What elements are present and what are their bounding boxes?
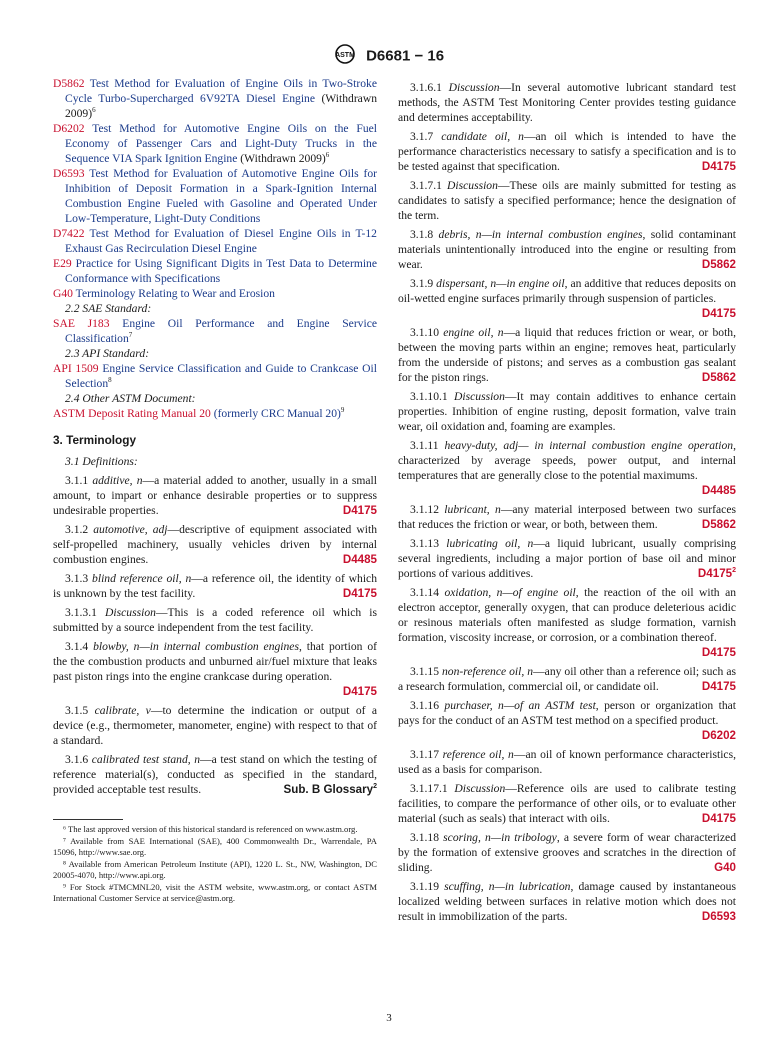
term-name: calibrated test stand, n — [91, 753, 201, 766]
term-text: , that portion of the the combustion products and unburned air/fuel mixture that leaks past piston rings into the engine crankcase during operation. — [53, 640, 377, 683]
reference-item — [53, 286, 377, 301]
source-reference[interactable]: D4175 — [701, 307, 736, 320]
term-text: , solid contaminant materials unintentionally introduced into the engine or resulting from wear. — [398, 228, 736, 271]
term-name: blind reference oil, n — [92, 572, 192, 585]
term-definition — [53, 571, 377, 601]
term-number: 3.1.9 — [410, 277, 434, 290]
term-definition — [398, 781, 736, 826]
term-number: 3.1.19 — [410, 880, 439, 893]
term-name: lubricant, n — [444, 503, 501, 516]
term-definition — [398, 227, 736, 272]
sae-reference — [53, 316, 377, 346]
term-name: blowby, n—in internal combustion engines — [93, 640, 299, 653]
term-text: , the reaction of the oil with an electron acceptor, generally oxygen, that can produce deleterious acidic or resinous materials often manifested as sludge formation, varnish formation, viscosity increase, or corrosion, or a combination thereof. — [398, 586, 737, 644]
term-text: —a material added to another, usually in a small amount, to impart or enhance desirable properties or to suppress undesirable properties. — [53, 474, 377, 517]
footnote-divider — [53, 819, 123, 820]
term-number: 3.1.17.1 — [410, 782, 448, 795]
term-number: 3.1.10 — [410, 326, 439, 339]
reference-title-link[interactable]: Test Method for Evaluation of Diesel Engine Oils in T-12 Exhaust Gas Recirculation Diesel Engine — [65, 227, 377, 255]
term-name: non-reference oil, n — [441, 665, 534, 678]
term-definition — [398, 129, 736, 174]
term-text: , characterized by average speeds, power output, and internal temperatures that are generally close to the potential maximums. — [398, 439, 736, 482]
definitions-heading: 3.1 Definitions: — [65, 455, 138, 468]
term-definition — [398, 664, 736, 694]
api-code-link[interactable]: API 1509 — [53, 362, 99, 375]
sae-title-link[interactable]: Engine Oil Performance and Engine Service Classification — [65, 317, 377, 345]
term-definition — [53, 473, 377, 518]
term-definition — [398, 438, 736, 498]
footnote-mark: 6 — [325, 151, 330, 160]
source-reference[interactable]: D5862 — [701, 371, 736, 384]
source-reference[interactable]: D4175 — [701, 646, 736, 659]
reference-title-link[interactable]: Practice for Using Significant Digits in Test Data to Determine Conformance with Specifications — [65, 257, 377, 285]
reference-code-link[interactable]: D7422 — [53, 227, 85, 240]
term-number: 3.1.3 — [65, 572, 89, 585]
footnotes — [53, 824, 377, 904]
term-definition — [53, 522, 377, 567]
term-name: Discussion — [454, 390, 505, 403]
term-number: 3.1.5 — [65, 704, 89, 717]
astm-logo-icon — [334, 44, 356, 68]
term-text: —descriptive of equipment associated with self-propelled machinery, usually vehicles driven by internal combustion engines. — [53, 523, 377, 566]
term-definition — [398, 747, 736, 777]
term-name: oxidation, n—of engine oil — [444, 586, 576, 599]
term-name: candidate oil, n — [441, 130, 524, 143]
source-reference[interactable]: D5862 — [701, 258, 736, 271]
term-number: 3.1.15 — [410, 665, 439, 678]
reference-code-link[interactable]: D5862 — [53, 77, 85, 90]
term-number: 3.1.18 — [410, 831, 439, 844]
term-name: debris, n—in internal combustion engines — [438, 228, 643, 241]
astm-doc-reference — [53, 406, 377, 421]
svg-text:ASTM: ASTM — [335, 52, 355, 59]
reference-code-link[interactable]: D6202 — [53, 122, 85, 135]
term-name: lubricating oil, n — [446, 537, 534, 550]
term-text: —an oil of known performance characteristics, used as a basis for comparison. — [398, 748, 736, 776]
left-column — [53, 76, 377, 905]
term-text: —a test stand on which the testing of reference material(s), conducted as specified in the standard, provided acceptable test results. — [53, 753, 377, 796]
term-definition — [398, 276, 736, 321]
term-text: —a liquid that reduces friction or wear, or both, between the moving parts within an engine; removes heat, particularly from the underside of pistons; and serves as a combustion gas sealant for the piston rings. — [398, 326, 736, 384]
term-number: 3.1.6 — [65, 753, 89, 766]
term-definition — [398, 698, 736, 743]
reference-title-link[interactable]: Test Method for Evaluation of Engine Oils in Two-Stroke Cycle Turbo-Supercharged 6V92TA Diesel Engine — [65, 77, 377, 105]
footnote: ⁸ Available from American Petroleum Institute (API), 1220 L. St., NW, Washington, DC 20005-4070, http://www.api.org. — [53, 859, 377, 880]
footnote: ⁹ For Stock #TMCMNL20, visit the ASTM website, www.astm.org, or contact ASTM International Customer Service at service@astm.org. — [53, 882, 377, 903]
reference-code-link[interactable]: G40 — [53, 287, 73, 300]
astm-doc-title-link[interactable]: (formerly CRC Manual 20) — [213, 407, 341, 420]
term-number: 3.1.10.1 — [410, 390, 448, 403]
source-reference[interactable]: D4485 — [342, 553, 377, 566]
term-definition — [398, 536, 736, 581]
source-reference[interactable]: D4175 — [342, 504, 377, 517]
source-reference[interactable]: D4175 — [342, 587, 377, 600]
reference-title-link[interactable]: Terminology Relating to Wear and Erosion — [75, 287, 275, 300]
term-definition — [398, 879, 736, 924]
footnote-mark: 2 — [732, 567, 736, 575]
term-number: 3.1.12 — [410, 503, 439, 516]
term-name: Discussion — [448, 81, 500, 94]
source-reference[interactable]: D6202 — [701, 729, 736, 742]
term-definition — [398, 389, 736, 434]
term-number: 3.1.17 — [410, 748, 439, 761]
term-text: —a liquid lubricant, usually comprising several ingredients, including a major portion of base oil and minor portions of various additives. — [398, 537, 736, 580]
api-reference — [53, 361, 377, 391]
terms-right — [398, 80, 736, 924]
term-number: 3.1.4 — [65, 640, 89, 653]
term-number: 3.1.8 — [410, 228, 434, 241]
term-name: engine oil, n — [443, 326, 504, 339]
terms-left — [53, 473, 377, 797]
term-number: 3.1.11 — [410, 439, 439, 452]
term-text: —to determine the indication or output of a device (e.g., thermometer, manometer, engine) with respect to that of a standard. — [53, 704, 377, 747]
source-reference[interactable]: D5862 — [701, 518, 736, 531]
term-text: —a reference oil, the identity of which is unknown by the test facility. — [53, 572, 377, 600]
term-number: 3.1.3.1 — [65, 606, 97, 619]
reference-item — [53, 76, 377, 121]
page-header — [0, 44, 778, 68]
term-number: 3.1.7 — [410, 130, 434, 143]
source-reference[interactable]: D4175 — [701, 812, 736, 825]
term-number: 3.1.13 — [410, 537, 439, 550]
term-text: —In several automotive lubricant standard test methods, the ASTM Test Monitoring Center provides testing guidance and determines acceptability. — [398, 81, 736, 124]
term-number: 3.1.2 — [65, 523, 89, 536]
term-name: automotive, adj — [93, 523, 168, 536]
api-title-link[interactable]: Engine Service Classification and Guide to Crankcase Oil Selection — [65, 362, 377, 390]
term-definition — [53, 703, 377, 748]
footnote-mark: 2 — [373, 783, 377, 791]
footnote: ⁷ Available from SAE International (SAE), 400 Commonwealth Dr., Warrendale, PA 15096, http://www.sae.org. — [53, 836, 377, 857]
reference-item — [53, 166, 377, 226]
reference-title-link[interactable]: Test Method for Automotive Engine Oils on the Fuel Economy of Passenger Cars and Light-Duty Trucks in the Sequence VIA Spark Ignition Engine — [65, 122, 377, 165]
term-definition — [398, 80, 736, 125]
term-number: 3.1.14 — [410, 586, 439, 599]
document-id: D6681 − 16 — [366, 47, 445, 65]
term-name: purchaser, n—of an ASTM test — [444, 699, 596, 712]
api-heading: 2.3 API Standard: — [65, 347, 150, 360]
term-number: 3.1.6.1 — [410, 81, 442, 94]
term-number: 3.1.1 — [65, 474, 89, 487]
term-name: reference oil, n — [442, 748, 514, 761]
source-reference[interactable]: D6593 — [701, 910, 736, 923]
reference-list — [53, 76, 377, 301]
term-text: —any material interposed between two surfaces that reduces the friction or wear, or both, between them. — [398, 503, 736, 531]
term-definition — [398, 325, 736, 385]
sae-heading: 2.2 SAE Standard: — [65, 302, 152, 315]
term-text: , damage caused by instantaneous localized welding between surfaces in relative motion which does not result in immobilization of the parts. — [398, 880, 736, 923]
term-text: —It may contain additives to enhance certain properties. Inhibition of engine rusting, deposit formation, valve train wear, oil oxidation and, foaming are examples. — [398, 390, 736, 433]
withdrawn-note: (Withdrawn 2009) — [240, 152, 326, 165]
term-name: scoring, n—in tribology — [443, 831, 557, 844]
term-number: 3.1.16 — [410, 699, 439, 712]
term-name: Discussion — [454, 782, 506, 795]
source-reference[interactable]: G40 — [714, 861, 736, 874]
footnote-mark: 8 — [108, 376, 112, 385]
footnote-mark: 6 — [92, 106, 96, 115]
reference-item — [53, 226, 377, 256]
term-name: calibrate, v — [94, 704, 151, 717]
source-reference: Sub. B Glossary$^2$ — [283, 783, 377, 796]
term-name: heavy-duty, adj— in internal combustion engine operation — [444, 439, 734, 452]
source-reference[interactable]: D4175 — [701, 680, 736, 693]
sae-code-link[interactable]: SAE J183 — [53, 317, 110, 330]
term-name: Discussion — [105, 606, 156, 619]
reference-code-link[interactable]: D6593 — [53, 167, 85, 180]
source-reference[interactable]: D4175 — [342, 685, 377, 698]
term-number: 3.1.7.1 — [410, 179, 442, 192]
term-definition — [53, 639, 377, 699]
term-text: , a severe form of wear characterized by the formation of extensive grooves and scratches in the direction of sliding. — [398, 831, 736, 874]
term-text: —an oil which is intended to have the performance characteristics necessary to satisfy a specification and is to be tested against that specification. — [398, 130, 736, 173]
page-number: 3 — [386, 1012, 392, 1024]
footnote-mark: 9 — [340, 406, 345, 415]
term-definition — [53, 605, 377, 635]
withdrawn-note: (Withdrawn 2009) — [65, 92, 377, 120]
term-text: —This is a coded reference oil which is submitted by a source independent from the test facility. — [53, 606, 377, 634]
term-definition — [398, 502, 736, 532]
term-text: , an additive that reduces deposits on oil-wetted engine surfaces primarily through suspension of particles. — [398, 277, 737, 305]
term-name: dispersant, n—in engine oil — [436, 277, 565, 290]
reference-title-link[interactable]: Test Method for Evaluation of Automotive Engine Oils for Inhibition of Deposit Formation in a Spark-Ignition Internal Combustion Engine Fueled with Gasoline and Operated Under Low-Temperature, Light-Duty Conditions — [65, 167, 377, 225]
term-text: , person or organization that pays for the conduct of an ASTM test method on a specified product. — [398, 699, 736, 727]
astm-doc-code-link[interactable]: ASTM Deposit Rating Manual 20 — [53, 407, 211, 420]
reference-code-link[interactable]: E29 — [53, 257, 72, 270]
term-definition — [53, 752, 377, 797]
source-reference[interactable]: D4175 — [701, 160, 736, 173]
astm-doc-heading: 2.4 Other ASTM Document: — [65, 392, 196, 405]
term-text: —Reference oils are used to calibrate testing facilities, to compare the performance of other oils, or to evaluate other material (such as seals) that interact with oils. — [398, 782, 736, 825]
source-reference[interactable]: D4175$^2$ — [697, 567, 736, 580]
section-heading: 3. Terminology — [53, 433, 137, 447]
term-text: —any oil other than a reference oil; such as a research formulation, commercial oil, or candidate oil. — [398, 665, 736, 693]
footnote-mark: 7 — [128, 331, 133, 340]
term-definition — [398, 585, 736, 660]
footnote: ⁶ The last approved version of this historical standard is referenced on www.astm.org. — [63, 824, 358, 834]
reference-item — [53, 121, 377, 166]
term-definition — [398, 830, 736, 875]
term-text: —These oils are mainly submitted for testing as candidates to satisfy a specified performance; hence the designation of the term. — [398, 179, 736, 222]
reference-item — [53, 256, 377, 286]
term-name: additive, n — [92, 474, 143, 487]
source-reference[interactable]: D4485 — [701, 484, 736, 497]
right-column — [398, 76, 736, 924]
term-name: Discussion — [447, 179, 498, 192]
term-name: scuffing, n—in lubrication — [444, 880, 571, 893]
term-definition — [398, 178, 736, 223]
